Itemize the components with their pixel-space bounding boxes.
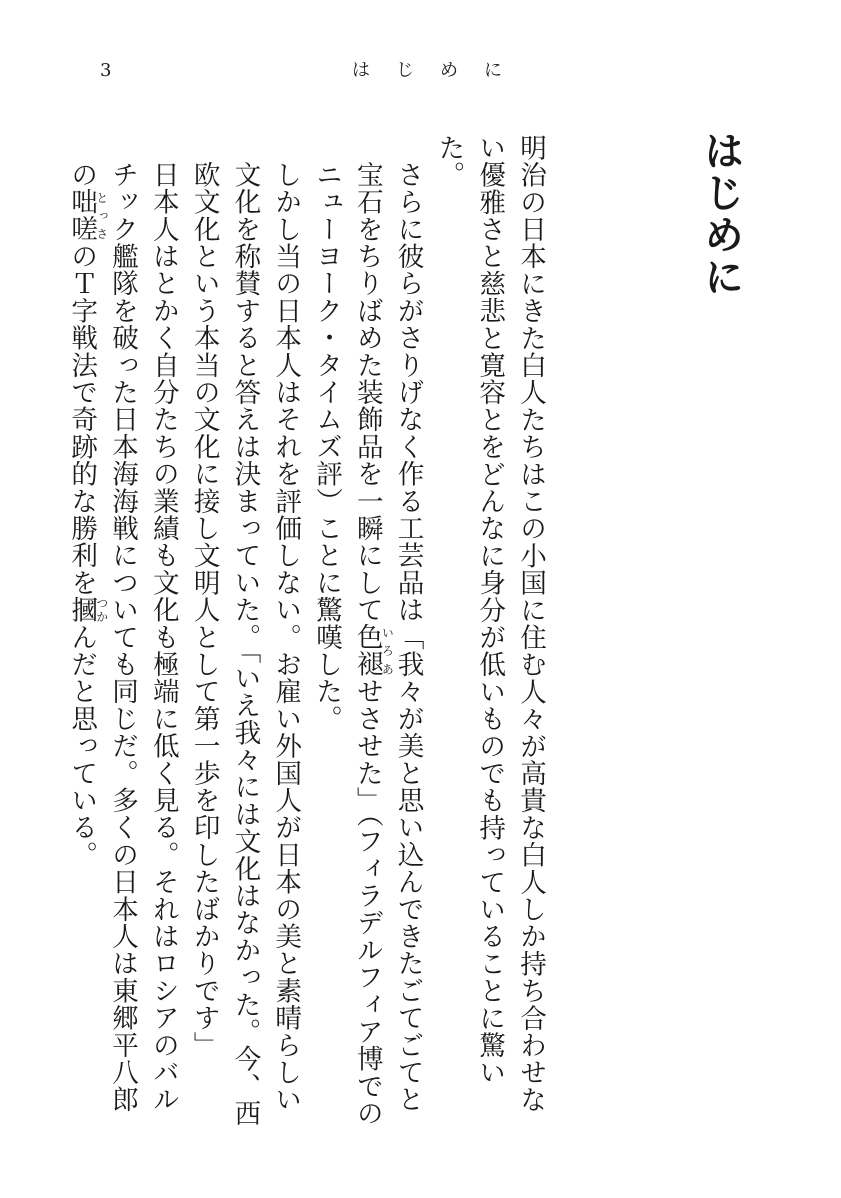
ruby-word xyxy=(351,623,395,678)
text-run: んだと思っている。 xyxy=(66,623,98,868)
ruby-word xyxy=(66,187,109,243)
ruby-base: 摑 xyxy=(66,595,98,624)
text-run: さらに彼らがさりげなく作る工芸品は「我々が美と思い込んできたごてごてと宝石をちりばめた装飾品を一瞬にして xyxy=(351,160,424,1113)
ruby-annotation: つか xyxy=(94,595,109,624)
ruby-base: 咄嗟 xyxy=(66,187,98,243)
text-run: のＴ字戦法で奇跡的な勝利を xyxy=(66,242,98,596)
text-run: せさせた」（フィラデルフィア博でのニューヨーク・タイムズ評）ことに驚嘆した。 xyxy=(311,160,383,1127)
paragraph xyxy=(305,134,427,1134)
ruby-annotation: いろあ xyxy=(380,623,395,678)
paragraph xyxy=(183,134,305,1134)
text-run: 日本人はとかく自分たちの業績も文化も極端に低く見る。それはロシアのバルチック艦隊を破った日本海海戦についても同じだ。多くの日本人は東郷平八郎の xyxy=(66,160,179,1113)
ruby-annotation: とっさ xyxy=(94,187,109,243)
page-number: 3 xyxy=(100,60,112,81)
paragraph xyxy=(428,134,550,1134)
paragraph xyxy=(60,134,182,1134)
text-run: しかし当の日本人はそれを評価しない。お雇い外国人が日本の美と素晴らしい文化を称賛すると答えは決まっていた。「いえ我々には文化はなかった。今、西欧文化という本当の文化に接し文明人として第一歩を印したばかりです」 xyxy=(188,160,302,1127)
ruby-base: 色褪 xyxy=(351,623,383,678)
ruby-word xyxy=(66,595,109,624)
running-head: はじめに xyxy=(352,60,528,81)
body-text xyxy=(66,134,550,1134)
text-run: 明治の日本にきた白人たちはこの小国に住む人々が高貴な白人しか持ち合わせない優雅さと慈悲と寛容とをどんなに身分が低いものでも持っていることに驚いた。 xyxy=(433,134,546,1114)
chapter-title: はじめに xyxy=(697,130,744,298)
